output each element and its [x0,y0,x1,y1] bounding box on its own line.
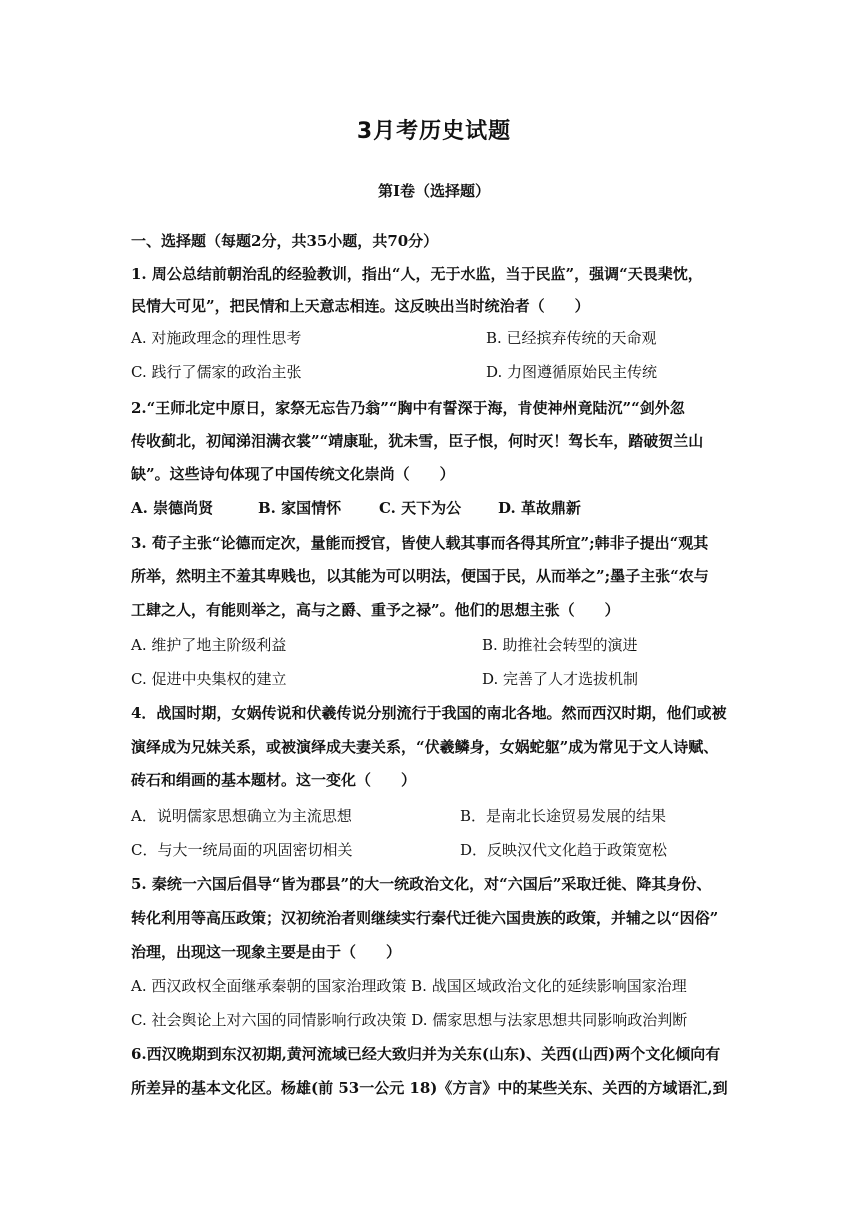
question-3-line-2: 所举，然明主不羞其卑贱也，以其能为可以明法，便国于民，从而举之”;墨子主张“农与 [131,567,709,585]
question-4-line-3: 砖石和绢画的基本题材。这一变化（ ） [131,771,417,789]
question-1-line-1: 1. 周公总结前朝治乱的经验教训，指出“人，无于水监，当于民监”，强调“天畏棐忱， [131,265,703,283]
question-4-option-c: C．与大一统局面的巩固密切相关 [131,841,353,859]
question-3-line-3: 工肆之人，有能则举之，高与之爵、重予之禄”。他们的思想主张（ ） [131,601,620,619]
question-2-line-3: 缺”。这些诗句体现了中国传统文化崇尚（ ） [131,465,455,483]
question-3-option-d: D. 完善了人才选拔机制 [482,670,639,688]
question-3-option-a: A. 维护了地主阶级利益 [131,636,287,654]
question-4-option-d: D．反映汉代文化趋于政策宽松 [460,841,668,859]
question-1-line-2: 民情大可见”，把民情和上天意志相连。这反映出当时统治者（ ） [131,297,590,315]
question-1-option-c: C. 践行了儒家的政治主张 [131,363,302,381]
question-4-option-a: A．说明儒家思想确立为主流思想 [131,807,352,825]
page-title: 3月考历史试题 [356,119,512,144]
question-2-line-1: 2.“王师北定中原日，家祭无忘告乃翁”“胸中有誓深于海，肯使神州竟陆沉”“剑外忽 [131,399,685,417]
question-5-line-1: 5. 秦统一六国后倡导“皆为郡县”的大一统政治文化，对“六国后”采取迁徙、降其身份、 [131,875,712,893]
question-6-line-2: 所差异的基本文化区。杨雄(前 53一公元 18)《方言》中的某些关东、关西的方域语汇,到 [131,1079,728,1097]
section-heading: 一、选择题（每题2分，共35小题，共70分） [131,232,439,250]
question-3-option-c: C. 促进中央集权的建立 [131,670,287,688]
question-5-line-2: 转化利用等高压政策；汉初统治者则继续实行秦代迁徙六国贵族的政策，并辅之以“因俗” [131,909,719,927]
question-4-line-1: 4．战国时期，女娲传说和伏羲传说分别流行于我国的南北各地。然而西汉时期，他们或被 [131,704,727,722]
question-1-option-d: D. 力图遵循原始民主传统 [486,363,658,381]
question-2-option-b: B. 家国情怀 [258,499,342,517]
question-5-options-row-2: C. 社会舆论上对六国的同情影响行政决策 D. 儒家思想与法家思想共同影响政治判断 [131,1011,688,1029]
question-1-option-b: B. 已经摈弃传统的天命观 [486,329,657,347]
question-3-line-1: 3. 荀子主张“论德而定次，量能而授官，皆使人载其事而各得其所宜”;韩非子提出“观其 [131,534,709,552]
question-2-option-c: C. 天下为公 [379,499,462,517]
question-1-option-a: A. 对施政理念的理性思考 [131,329,302,347]
section-subtitle: 第Ⅰ卷（选择题） [377,182,491,200]
question-2-option-a: A. 崇德尚贤 [131,499,214,517]
question-4-line-2: 演绎成为兄妹关系，或被演绎成夫妻关系，“伏羲鳞身，女娲蛇躯”成为常见于文人诗赋、 [131,738,719,756]
question-5-options-row-1: A. 西汉政权全面继承秦朝的国家治理政策 B. 战国区域政治文化的延续影响国家治理 [131,977,687,995]
question-4-option-b: B．是南北长途贸易发展的结果 [460,807,667,825]
question-6-line-1: 6.西汉晚期到东汉初期,黄河流域已经大致归并为关东(山东)、关西(山西)两个文化倾向有 [131,1045,721,1063]
question-2-line-2: 传收蓟北，初闻涕泪满衣裳”“靖康耻，犹未雪，臣子恨，何时灭！驾长车，踏破贺兰山 [131,432,704,450]
question-5-line-3: 治理，出现这一现象主要是由于（ ） [131,943,402,961]
question-3-option-b: B. 助推社会转型的演进 [482,636,638,654]
question-2-option-d: D. 革故鼎新 [498,499,581,517]
